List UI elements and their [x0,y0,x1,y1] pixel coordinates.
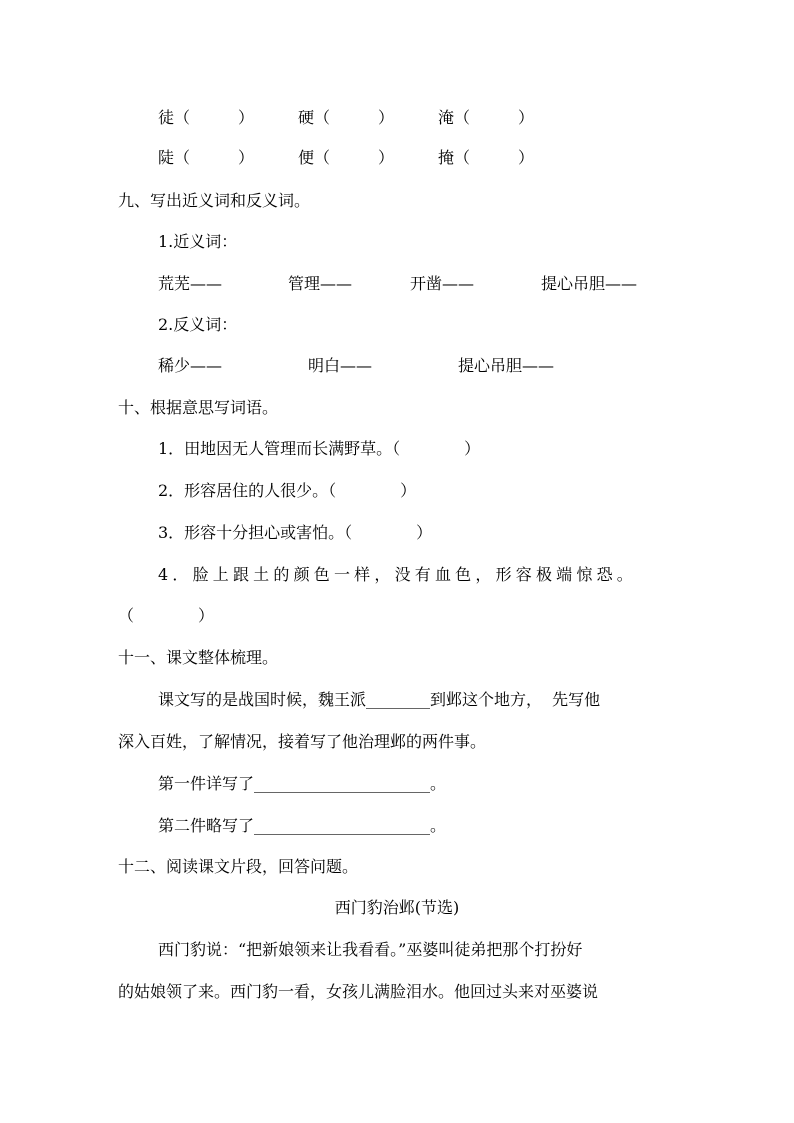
antonym-label: 2.反义词： [158,315,238,334]
question-10-1: 1．田地因无人管理而长满野草。（ ） [158,439,481,458]
synonym-item-2: 管理—— [288,274,353,293]
pair-cell-1-2: 硬（ ） [298,108,395,127]
section-11-first-event: 第一件详写了______________________。 [158,774,447,793]
question-10-3: 3．形容十分担心或害怕。（ ） [158,523,433,542]
antonym-item-3: 提心吊胆—— [458,356,555,375]
section-10-title: 十、根据意思写词语。 [118,398,279,417]
antonym-item-2: 明白—— [308,356,373,375]
passage-para-2: 的姑娘领了来。西门豹一看，女孩儿满脸泪水。他回过头来对巫婆说 [118,982,599,1001]
section-11-para-1-cont: 深入百姓，了解情况，接着写了他治理邺的两件事。 [118,732,487,751]
section-9-title: 九、写出近义词和反义词。 [118,191,311,210]
pair-cell-1-1: 徒（ ） [158,108,255,127]
section-11-para-1: 课文写的是战国时候，魏王派________到邺这个地方， 先写他 [158,690,601,709]
pair-cell-2-3: 掩（ ） [438,148,535,167]
synonym-item-4: 提心吊胆—— [541,274,638,293]
section-11-second-event: 第二件略写了______________________。 [158,816,447,835]
pair-cell-2-1: 陡（ ） [158,148,255,167]
antonym-item-1: 稀少—— [158,356,223,375]
synonym-label: 1.近义词： [158,232,238,251]
section-11-title: 十一、课文整体梳理。 [118,648,279,667]
question-10-4-answer: （ ） [118,606,215,625]
synonym-item-1: 荒芜—— [158,274,223,293]
question-10-4: 4．脸上跟土的颜色一样，没有血色，形容极端惊恐。 [158,565,637,584]
pair-cell-2-2: 便（ ） [298,148,395,167]
section-12-title: 十二、阅读课文片段，回答问题。 [118,857,359,876]
pair-cell-1-3: 淹（ ） [438,108,535,127]
passage-title: 西门豹治邺(节选) [334,898,460,917]
synonym-item-3: 开凿—— [410,274,475,293]
question-10-2: 2．形容居住的人很少。（ ） [158,481,417,500]
passage-para-1: 西门豹说：“把新娘领来让我看看。”巫婆叫徒弟把那个打扮好 [158,940,583,959]
